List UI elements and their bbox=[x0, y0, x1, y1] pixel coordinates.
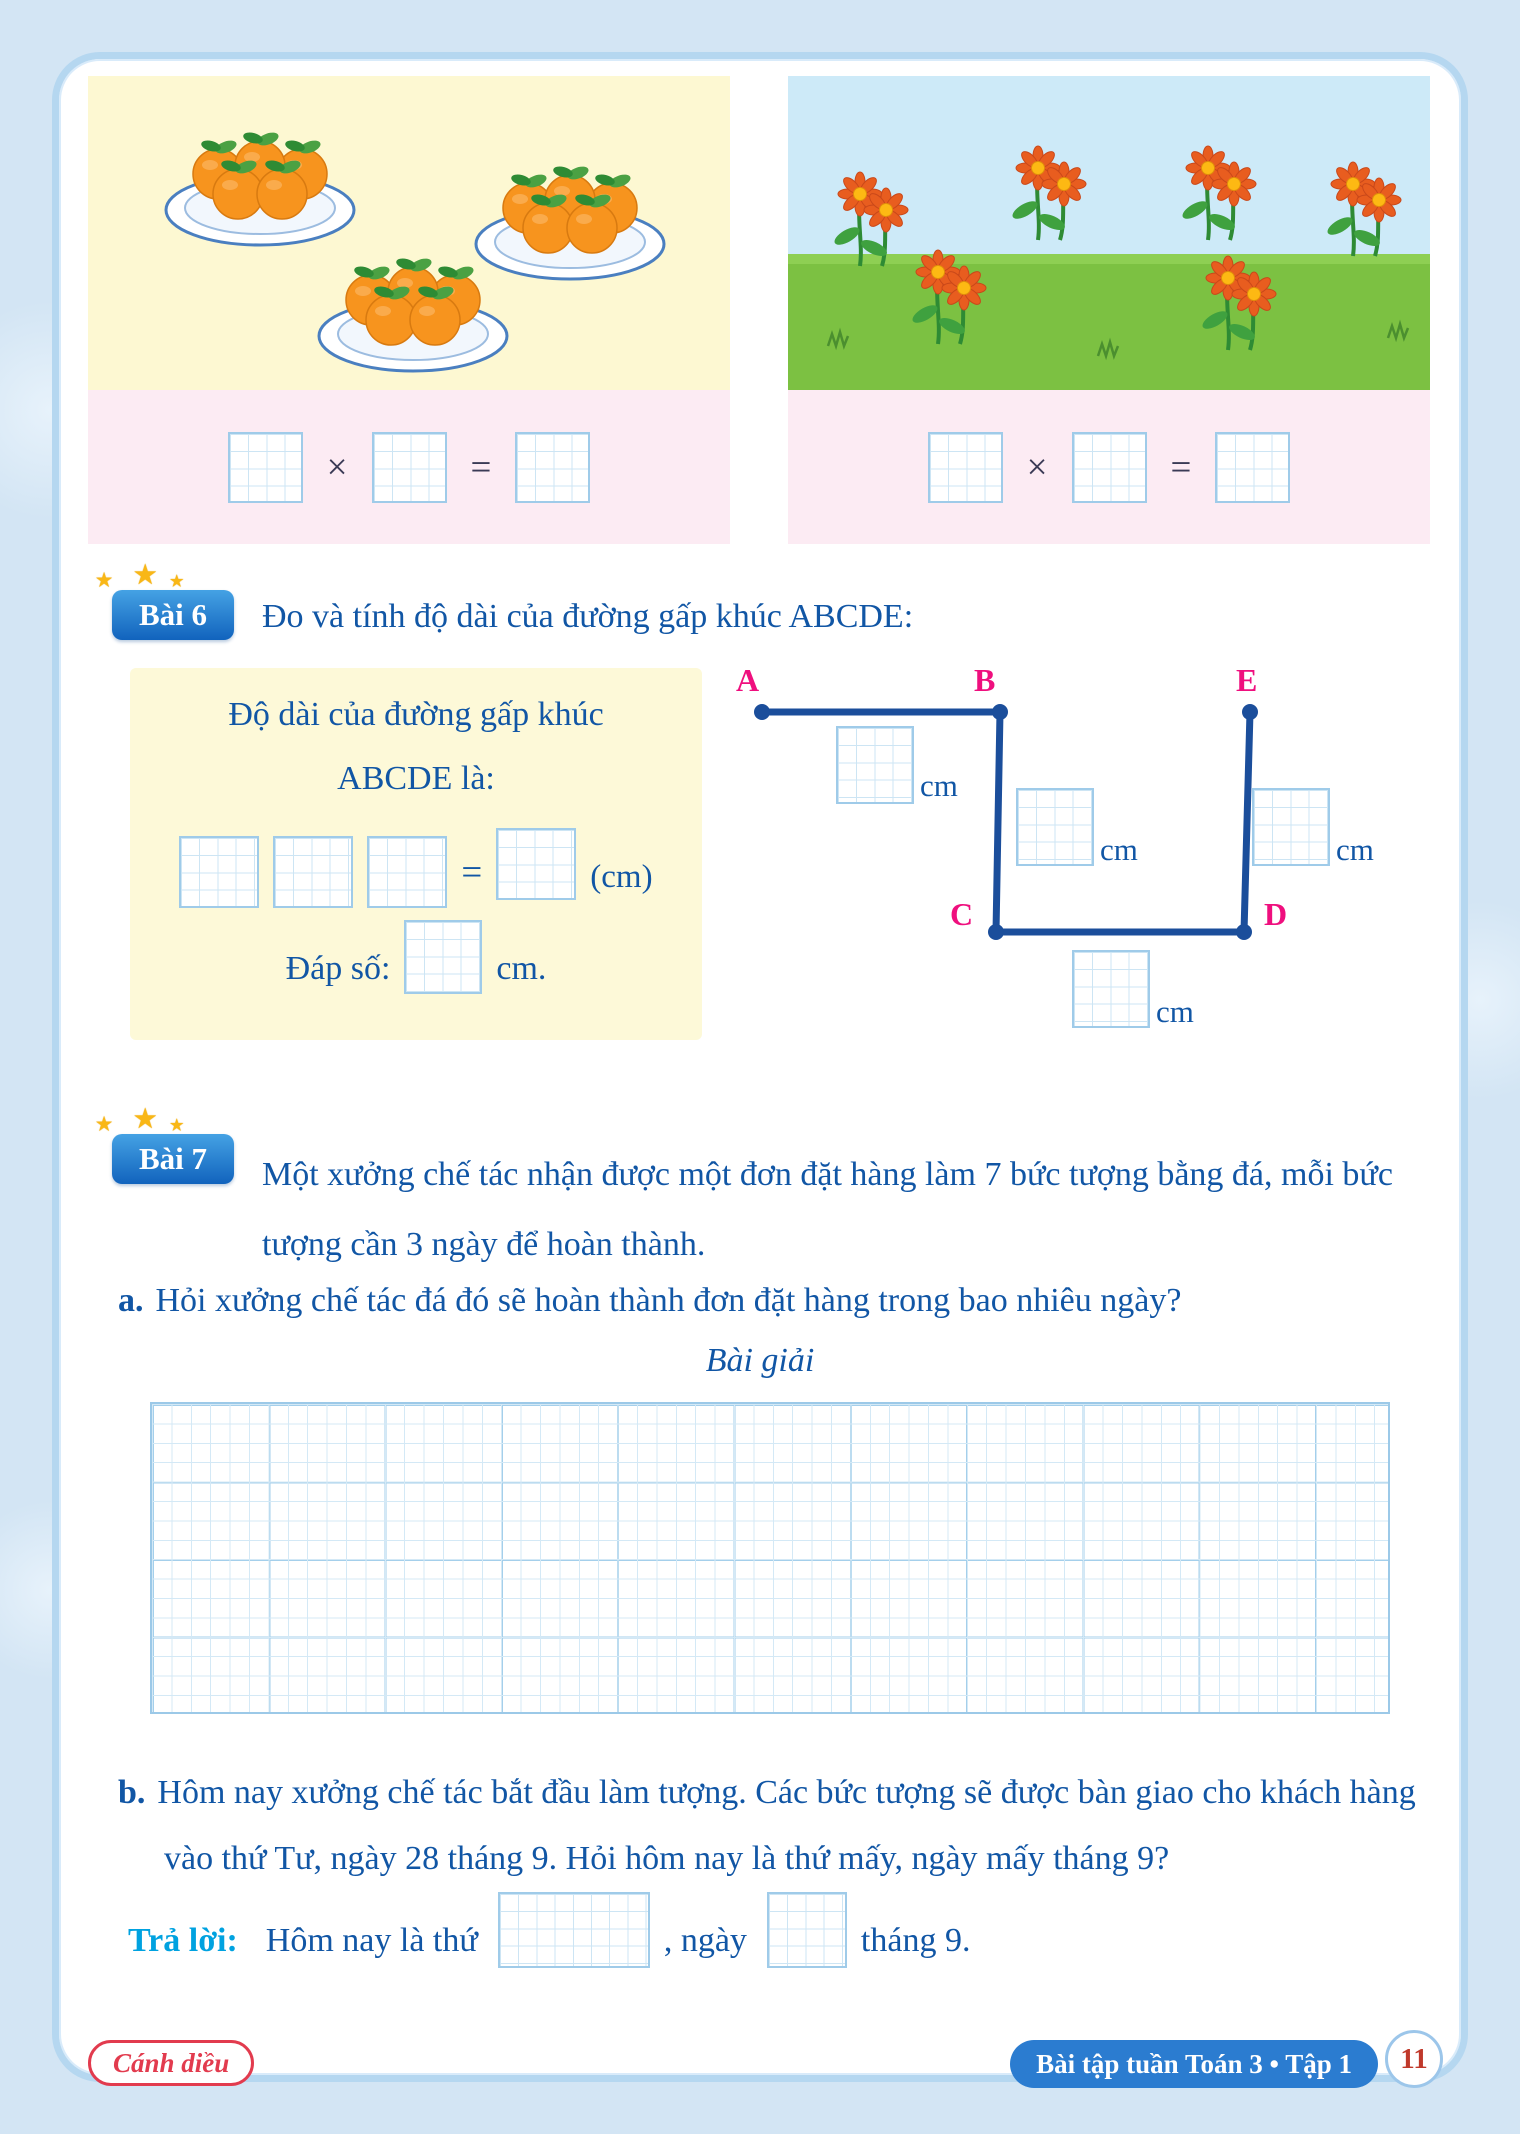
book-title-label: Bài tập tuần Toán 3 • Tập 1 bbox=[1036, 2048, 1352, 2079]
star-icon: ★ bbox=[96, 1114, 113, 1134]
question-a-text: Hỏi xưởng chế tác đá đó sẽ hoàn thành đơn đặt hàng trong bao nhiêu ngày? bbox=[155, 1282, 1182, 1319]
dap-so-box[interactable] bbox=[404, 920, 482, 994]
exercise-6-badge-label: Bài 6 bbox=[138, 597, 208, 632]
exercise-6-answer-box bbox=[130, 668, 702, 1040]
segment-length-box[interactable] bbox=[367, 836, 447, 908]
dap-so-row bbox=[130, 920, 702, 994]
point-label-d: D bbox=[1264, 896, 1288, 932]
polyline-abcde-diagram bbox=[716, 652, 1420, 1092]
total-length-box[interactable] bbox=[496, 828, 576, 900]
unit-label: (cm) bbox=[590, 859, 653, 895]
answer-part2: , ngày bbox=[663, 1922, 747, 1959]
segment-ab-measure-box[interactable] bbox=[836, 726, 914, 804]
cm-unit-label: cm bbox=[1336, 832, 1374, 867]
answer-part1: Hôm nay là thứ bbox=[265, 1922, 478, 1959]
answer-box-line1: Độ dài của đường gấp khúc bbox=[228, 696, 604, 733]
segment-cd-measure-box[interactable] bbox=[1072, 950, 1150, 1028]
flowers-exercise-panel bbox=[788, 76, 1430, 544]
page-number: 11 bbox=[1400, 2042, 1428, 2075]
equals-sign: = bbox=[1170, 446, 1192, 488]
cm-unit-label: cm bbox=[1100, 832, 1138, 867]
equals-sign: = bbox=[470, 446, 492, 488]
segment-length-box[interactable] bbox=[179, 836, 259, 908]
date-answer-box[interactable] bbox=[767, 1892, 847, 1968]
segment-length-box[interactable] bbox=[273, 836, 353, 908]
dap-so-label: Đáp số: bbox=[285, 950, 391, 987]
publisher-brand-label: Cánh diều bbox=[113, 2047, 230, 2078]
answer-box-product[interactable] bbox=[515, 432, 590, 503]
cm-unit-label: cm bbox=[920, 768, 958, 803]
exercise-6-prompt: Đo và tính độ dài của đường gấp khúc ABCDE: bbox=[262, 598, 914, 635]
point-label-a: A bbox=[736, 662, 760, 698]
answer-box-factor2[interactable] bbox=[372, 432, 447, 503]
answer-row bbox=[128, 1892, 1448, 1968]
star-icon: ★ bbox=[134, 1106, 157, 1133]
exercise-6-badge bbox=[96, 562, 234, 640]
question-b-text: Hôm nay xưởng chế tác bắt đầu làm tượng. Các bức tượng sẽ được bàn giao cho khách hàng vào thứ Tư, ngày 28 tháng 9. Hỏi hôm nay là thứ mấy, ngày mấy tháng 9? bbox=[157, 1774, 1416, 1878]
answer-box-factor1[interactable] bbox=[928, 432, 1003, 503]
star-icon: ★ bbox=[96, 570, 113, 590]
polyline-drawing bbox=[716, 652, 1420, 1092]
solution-heading: Bài giải bbox=[705, 1342, 815, 1379]
answer-box-factor1[interactable] bbox=[228, 432, 303, 503]
answer-box-product[interactable] bbox=[1215, 432, 1290, 503]
question-a-label: a. bbox=[118, 1282, 144, 1319]
answer-part3: tháng 9. bbox=[860, 1922, 971, 1959]
answer-box-line2: ABCDE là: bbox=[337, 760, 495, 797]
cm-label: cm. bbox=[496, 950, 547, 987]
page-number-badge bbox=[1385, 2030, 1443, 2088]
cm-unit-label: cm bbox=[1156, 994, 1194, 1029]
multiply-sign: × bbox=[1026, 446, 1048, 488]
point-label-e: E bbox=[1236, 662, 1258, 698]
multiply-sign: × bbox=[326, 446, 348, 488]
sum-row bbox=[130, 828, 702, 908]
segment-bc-measure-box[interactable] bbox=[1016, 788, 1094, 866]
oranges-illustration bbox=[88, 76, 730, 390]
point-label-b: B bbox=[974, 662, 996, 698]
equals-sign: = bbox=[461, 852, 483, 893]
star-icon: ★ bbox=[170, 1118, 184, 1134]
exercise-7-badge bbox=[96, 1106, 234, 1184]
exercise-7-badge-label: Bài 7 bbox=[138, 1141, 208, 1176]
answer-label: Trả lời: bbox=[128, 1922, 238, 1959]
publisher-brand-badge bbox=[88, 2040, 254, 2086]
book-title-badge bbox=[1010, 2040, 1378, 2088]
question-b-label: b. bbox=[118, 1774, 146, 1811]
question-b bbox=[118, 1760, 1423, 1893]
oranges-exercise-panel bbox=[88, 76, 730, 544]
point-label-c: C bbox=[950, 896, 974, 932]
segment-de-measure-box[interactable] bbox=[1252, 788, 1330, 866]
answer-box-factor2[interactable] bbox=[1072, 432, 1147, 503]
star-icon: ★ bbox=[134, 562, 157, 589]
weekday-answer-box[interactable] bbox=[498, 1892, 650, 1968]
star-icon: ★ bbox=[170, 574, 184, 590]
oranges-answer-strip bbox=[88, 390, 730, 544]
flowers-illustration bbox=[788, 76, 1430, 390]
question-a bbox=[118, 1282, 1398, 1320]
flowers-answer-strip bbox=[788, 390, 1430, 544]
solution-writing-grid[interactable] bbox=[150, 1402, 1390, 1714]
exercise-7-intro: Một xưởng chế tác nhận được một đơn đặt hàng làm 7 bức tượng bằng đá, mỗi bức tượng cần 3 ngày để hoàn thành. bbox=[262, 1156, 1393, 1263]
